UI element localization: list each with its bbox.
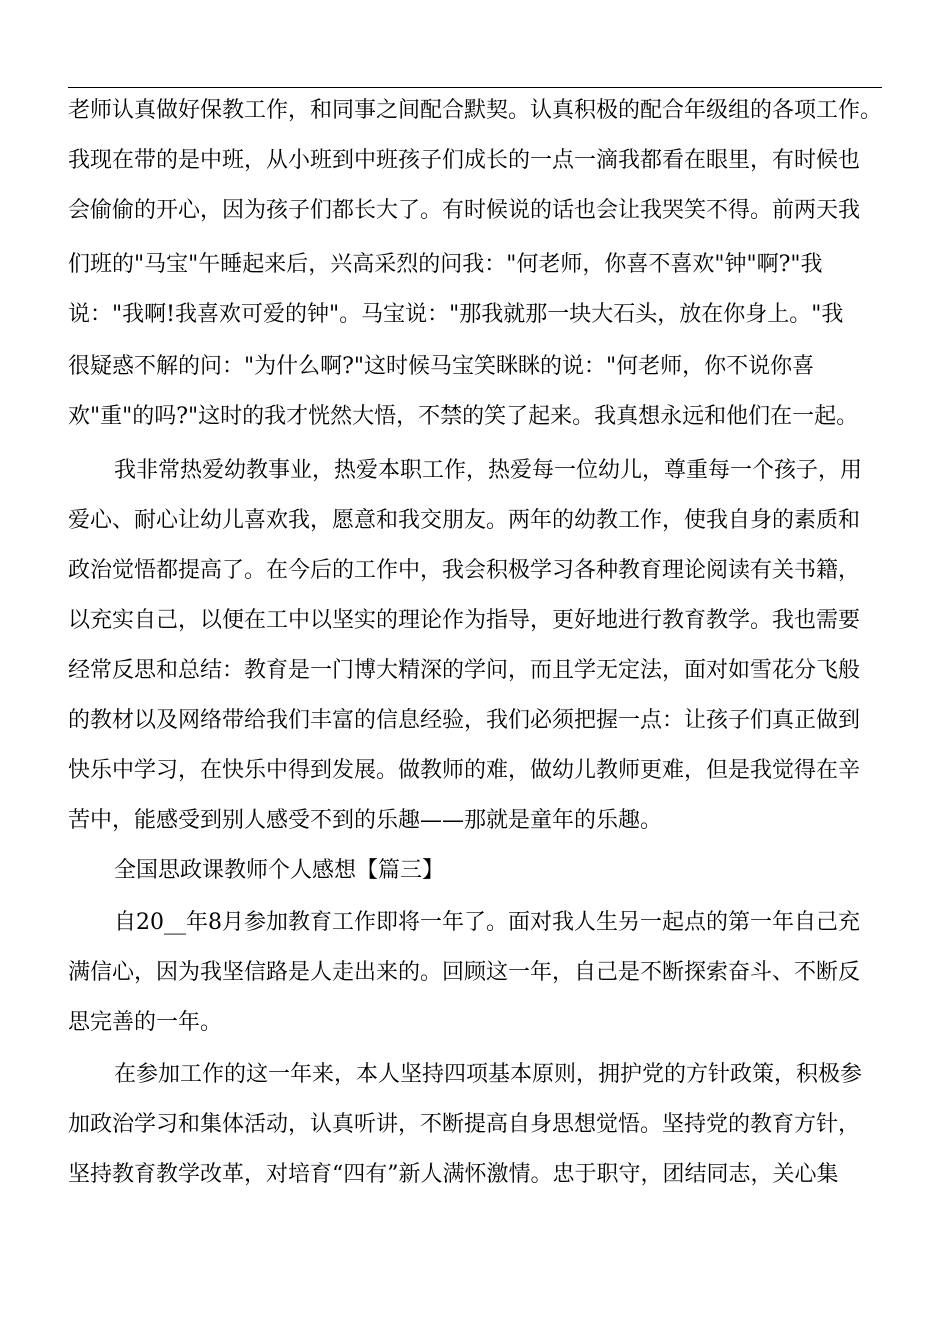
text-line: 政治觉悟都提高了。在今后的工作中，我会积极学习各种教育理论阅读有关书籍，: [68, 558, 861, 583]
text-line: 欢"重"的吗?"这时的我才恍然大悟，不禁的笑了起来。我真想永远和他们在一起。: [68, 404, 859, 429]
text-line: 的教材以及网络带给我们丰富的信息经验，我们必须把握一点：让孩子们真正做到: [68, 708, 861, 733]
text-line: 满信心，因为我坚信路是人走出来的。回顾这一年，自己是不断探索奋斗、不断反: [68, 960, 861, 985]
text-line: 在参加工作的这一年来，本人坚持四项基本原则，拥护党的方针政策，积极参: [114, 1062, 863, 1087]
header-rule: [68, 87, 882, 88]
text-line: 思完善的一年。: [68, 1010, 223, 1035]
text-line: 我现在带的是中班，从小班到中班孩子们成长的一点一滴我都看在眼里，有时候也: [68, 148, 861, 173]
text-line: 老师认真做好保教工作，和同事之间配合默契。认真积极的配合年级组的各项工作。: [68, 98, 883, 123]
text-line: 加政治学习和集体活动，认真听讲，不断提高自身思想觉悟。坚持党的教育方针，: [68, 1112, 861, 1137]
text-line: 快乐中学习，在快乐中得到发展。做教师的难，做幼儿教师更难，但是我觉得在辛: [68, 758, 861, 783]
text-line: 们班的"马宝"午睡起来后，兴高采烈的问我："何老师，你喜不喜欢"钟"啊?"我: [68, 252, 823, 277]
text-line: 会偷偷的开心，因为孩子们都长大了。有时候说的话也会让我哭笑不得。前两天我: [68, 198, 861, 223]
section-heading: 全国思政课教师个人感想【篇三】: [114, 858, 445, 883]
text-line: 说："我啊!我喜欢可爱的钟"。马宝说："那我就那一块大石头，放在你身上。"我: [68, 302, 844, 327]
text-line: 很疑惑不解的问："为什么啊?"这时候马宝笑眯眯的说："何老师，你不说你喜: [68, 354, 815, 379]
text-line: 以充实自己，以便在工中以坚实的理论作为指导，更好地进行教育教学。我也需要: [68, 608, 861, 633]
text-line: 经常反思和总结：教育是一门博大精深的学问，而且学无定法，面对如雪花分飞般: [68, 658, 861, 683]
text-line: 自20__年8月参加教育工作即将一年了。面对我人生另一起点的第一年自己充: [114, 910, 860, 935]
text-line: 坚持教育教学改革，对培育“四有”新人满怀激情。忠于职守，团结同志，关心集: [68, 1162, 839, 1187]
text-line: 苦中，能感受到别人感受不到的乐趣——那就是童年的乐趣。: [68, 808, 663, 833]
text-line: 爱心、耐心让幼儿喜欢我，愿意和我交朋友。两年的幼教工作，使我自身的素质和: [68, 508, 861, 533]
text-line: 我非常热爱幼教事业，热爱本职工作，热爱每一位幼儿，尊重每一个孩子，用: [114, 458, 863, 483]
